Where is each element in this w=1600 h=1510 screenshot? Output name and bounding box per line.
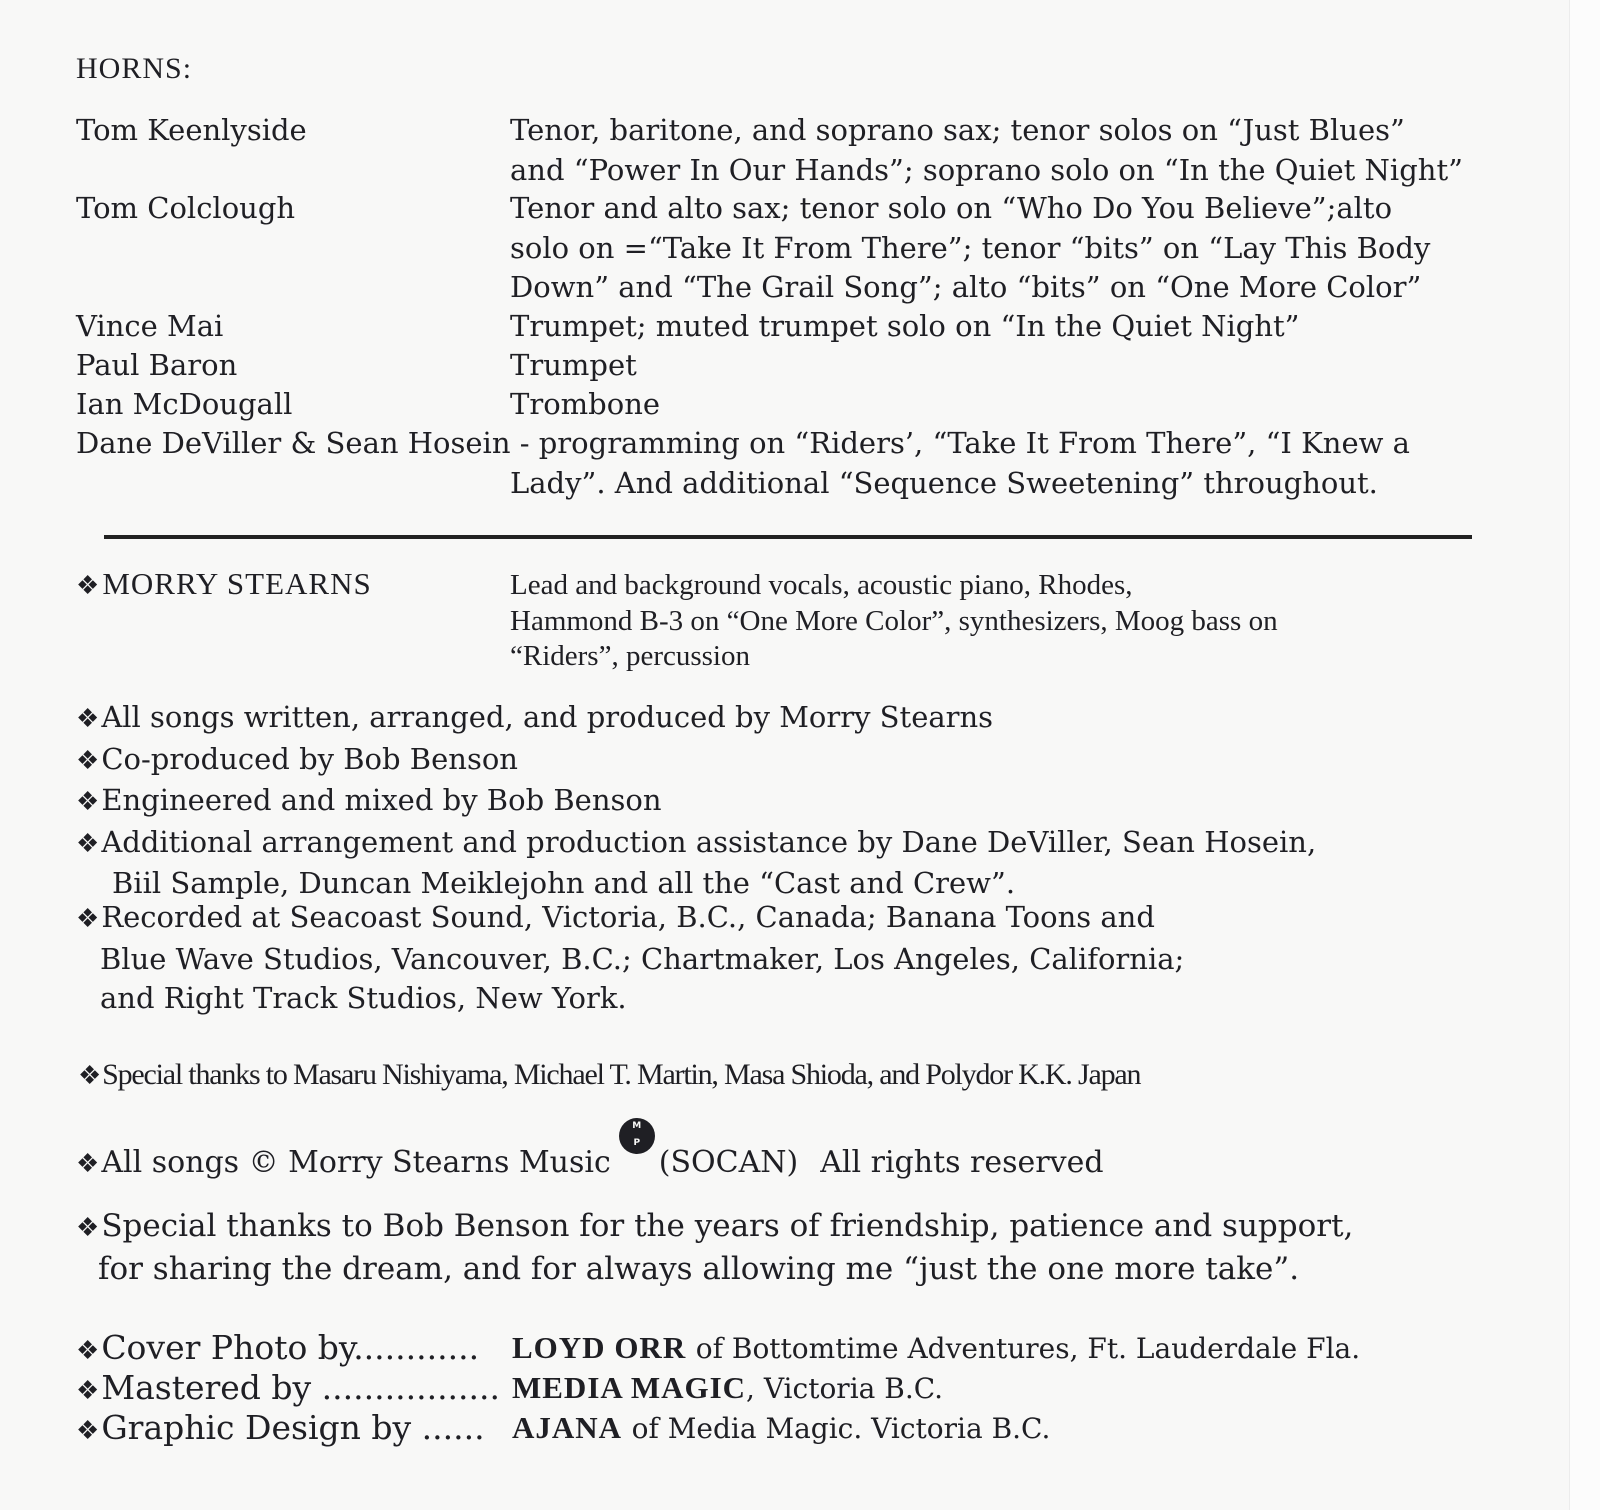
footer-label: ❖Cover Photo by............ (76, 1328, 480, 1367)
thanks-text: Special thanks to Masaru Nishiyama, Michael T. Martin, Masa Shioda, and Polydor K.K. Japan (102, 1058, 1141, 1091)
bullet-icon: ❖ (76, 1376, 100, 1406)
recording-credits (76, 898, 1516, 1019)
production-credits (76, 698, 1516, 904)
credit-written (76, 698, 1516, 740)
role-line: Trumpet (510, 348, 637, 382)
horns-heading: HORNS: (76, 52, 193, 85)
thanks-line-2: for sharing the dream, and for always allowing me “just the one more take”. (98, 1251, 1300, 1287)
footer-design (76, 1408, 1536, 1448)
programming-line-2: Lady”. And additional “Sequence Sweetening” throughout. (510, 465, 1378, 500)
role-line: “Riders”, percussion (510, 640, 750, 672)
role-line: Hammond B-3 on “One More Color”, synthesizers, Moog bass on (510, 604, 1278, 637)
member-role (510, 111, 1490, 190)
role-line: Tenor, baritone, and soprano sax; tenor solos on “Just Blues” (510, 113, 1405, 147)
footer-credit (512, 1368, 943, 1409)
member-name: Paul Baron (76, 348, 238, 382)
bullet-icon: ❖ (78, 1061, 101, 1090)
special-thanks-japan (78, 1058, 1140, 1092)
credit-text: Recorded at Seacoast Sound, Victoria, B.C., Canada; Banana Toons and (101, 900, 1155, 934)
artist-name-text: MORRY STEARNS (102, 566, 372, 601)
socan-text: (SOCAN) (658, 1145, 799, 1180)
bullet-icon: ❖ (76, 571, 101, 600)
credit-engineered (76, 781, 1516, 823)
lead-artist-name (76, 566, 372, 602)
bullet-icon: ❖ (76, 1416, 100, 1446)
member-role (510, 189, 1490, 308)
bullet-icon: ❖ (76, 1149, 100, 1179)
role-line: Trumpet; muted trumpet solo on “In the Quiet Night” (510, 309, 1300, 343)
thanks-line-1 (76, 1206, 1536, 1249)
role-line: solo on =“Take It From There”; tenor “bits” on “Lay This Body (510, 230, 1431, 265)
member-role (510, 346, 1490, 386)
lead-artist-role (510, 568, 1510, 675)
programming-credit (76, 424, 1496, 503)
programming-line-1: Dane DeViller & Sean Hosein - programming on “Riders’, “Take It From There”, “I Knew a (76, 426, 1410, 460)
footer-label: ❖Graphic Design by ...... (76, 1408, 485, 1447)
credit-text: Co-produced by Bob Benson (101, 741, 518, 776)
bullet-icon: ❖ (76, 704, 100, 734)
role-line: Lead and background vocals, acoustic piano, Rhodes, (510, 569, 1133, 601)
credit-detail: of Bottomtime Adventures, Ft. Lauderdale Fla. (695, 1332, 1361, 1365)
credit-name: MEDIA MAGIC (512, 1370, 747, 1405)
bullet-icon: ❖ (76, 1336, 100, 1366)
credit-additional-cont: Biil Sample, Duncan Meiklejohn and all the “Cast and Crew”. (112, 866, 1016, 900)
footer-credit (512, 1408, 1050, 1449)
role-line: and “Power In Our Hands”; soprano solo on “In the Quiet Night” (510, 152, 1463, 187)
role-line: Tenor and alto sax; tenor solo on “Who Do You Believe”;alto (510, 191, 1393, 225)
special-thanks-bob (76, 1206, 1536, 1290)
bullet-icon: ❖ (76, 828, 100, 859)
bullet-icon: ❖ (76, 1213, 100, 1243)
thanks-text: Special thanks to Bob Benson for the years of friendship, patience and support, (101, 1208, 1354, 1244)
credit-detail: of Media Magic. Victoria B.C. (631, 1412, 1051, 1445)
credit-additional (76, 823, 1516, 865)
copyright-text: All songs © Morry Stearns Music (101, 1145, 611, 1180)
bullet-icon: ❖ (76, 787, 100, 817)
credit-text: Engineered and mixed by Bob Benson (101, 783, 662, 817)
divider-rule (104, 535, 1472, 539)
member-name: Vince Mai (76, 309, 224, 343)
footer-credits (76, 1328, 1536, 1448)
credit-recorded-cont: and Right Track Studios, New York. (100, 981, 627, 1015)
footer-cover-photo (76, 1328, 1536, 1368)
member-name: Ian McDougall (76, 387, 293, 421)
footer-mastered (76, 1368, 1536, 1408)
member-name: Tom Keenlyside (76, 113, 307, 147)
bullet-icon: ❖ (76, 745, 100, 776)
footer-label: ❖Mastered by ................. (76, 1368, 501, 1407)
credit-detail: , Victoria B.C. (746, 1372, 944, 1405)
mapl-logo-icon: M A P L (619, 1118, 655, 1154)
member-name: Tom Colclough (76, 191, 296, 225)
role-line: Trombone (510, 387, 661, 421)
credit-text: Additional arrangement and production assistance by Dane DeViller, Sean Hosein, (101, 824, 1317, 859)
credit-text: All songs written, arranged, and produced by Morry Stearns (101, 700, 994, 734)
role-line: Down” and “The Grail Song”; alto “bits” on “One More Color” (510, 270, 1422, 304)
member-role (510, 307, 1490, 347)
rights-text: All rights reserved (820, 1145, 1104, 1180)
page-edge (1569, 0, 1600, 1510)
credit-name: AJANA (512, 1410, 623, 1445)
footer-credit (512, 1328, 1360, 1369)
member-role (510, 385, 1490, 425)
credit-recorded (76, 898, 1516, 940)
copyright-line (76, 1118, 1104, 1180)
credit-name: LOYD ORR (512, 1330, 687, 1365)
bullet-icon: ❖ (76, 904, 100, 934)
credit-recorded-cont: Blue Wave Studios, Vancouver, B.C.; Chartmaker, Los Angeles, California; (100, 941, 1185, 976)
credit-coproduced (76, 740, 1516, 782)
